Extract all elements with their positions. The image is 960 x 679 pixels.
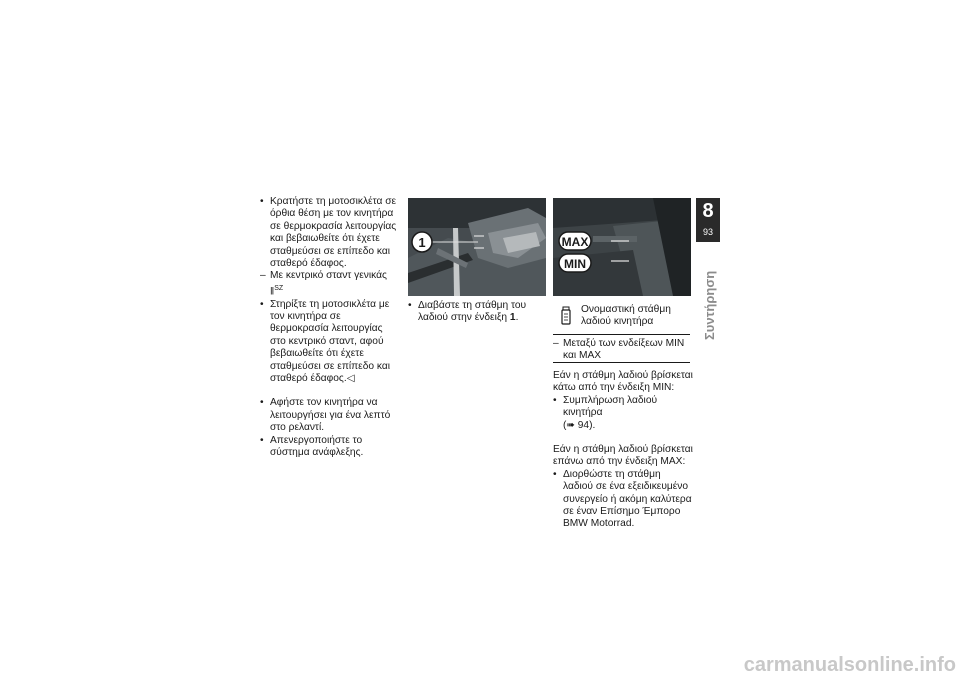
condition-paragraph-min: Εάν η στάθμη λαδιού βρίσκεται κάτω από την ένδειξη MIN:	[553, 370, 693, 394]
condition-symbol: ǁ	[270, 286, 275, 298]
page-number: 93	[702, 227, 713, 237]
instructions-column-1	[260, 196, 400, 460]
condition-item: – Με κεντρικό σταντ γενικάς $ǁ^{SZ}$	[260, 270, 400, 298]
specification-box	[553, 301, 690, 361]
step-item: • Διορθώστε τη στάθμη λαδιού σε ένα εξειδικευμένο συνεργείο ή ακόμη καλύτερα σε έναν Επίσημο Έμπορο BMW Motorrad.	[553, 469, 693, 531]
step-item: • Διαβάστε τη στάθμη του λαδιού στην ένδειξη 1.	[408, 300, 544, 325]
page-reference: (➠ 94).	[563, 419, 596, 431]
oil-can-icon	[559, 306, 573, 326]
step-item: • Συμπλήρωση λαδιού κινητήρα (➠ 94).	[553, 395, 693, 432]
oil-level-marks-photo	[553, 198, 691, 296]
callout-label: 1	[418, 235, 426, 250]
optional-equipment-code: SZ	[274, 284, 284, 292]
oil-sight-glass-image	[408, 198, 546, 296]
chapter-number: 8	[702, 200, 714, 222]
watermark: carmanualsonline.info	[743, 654, 956, 676]
step-list	[260, 196, 400, 460]
oil-level-marks-image	[553, 198, 691, 296]
specification-header	[553, 301, 690, 335]
specification-value: – Μεταξύ των ενδείξεων MIN και MAX	[553, 338, 690, 363]
step-item: • Στηρίξτε τη μοτοσικλέτα με τον κινητήρα σε θερμοκρασία λειτουργίας στο κεντρικό σταντ, αφού βεβαιωθείτε ότι έχετε σταθμεύσει σε επίπεδο και σταθερό έδαφος.◁	[260, 299, 400, 386]
condition-paragraph-max: Εάν η στάθμη λαδιού βρίσκεται επάνω από την ένδειξη MAX:	[553, 444, 693, 468]
instructions-column-2	[408, 300, 544, 325]
oil-sight-glass-photo	[408, 198, 546, 296]
min-callout-label: MIN	[564, 257, 586, 271]
step-item: • Κρατήστε τη μοτοσικλέτα σε όρθια θέση με τον κινητήρα σε θερμοκρασία λειτουργίας και βεβαιωθείτε ότι έχετε σταθμεύσει σε επίπεδο και σταθερό έδαφος.	[260, 196, 400, 270]
instructions-column-3	[553, 370, 693, 531]
section-title: Συντήρηση	[702, 270, 717, 340]
specification-title: Ονομαστική στάθμη λαδιού κινητήρα	[581, 304, 671, 328]
step-item: • Απενεργοποιήστε το σύστημα ανάφλεξης.	[260, 435, 400, 460]
figure-reference: 1	[509, 312, 516, 324]
max-callout-label: MAX	[561, 235, 589, 249]
step-item: • Αφήστε τον κινητήρα να λειτουργήσει για ένα λεπτό στο ρελαντί.	[260, 397, 400, 434]
